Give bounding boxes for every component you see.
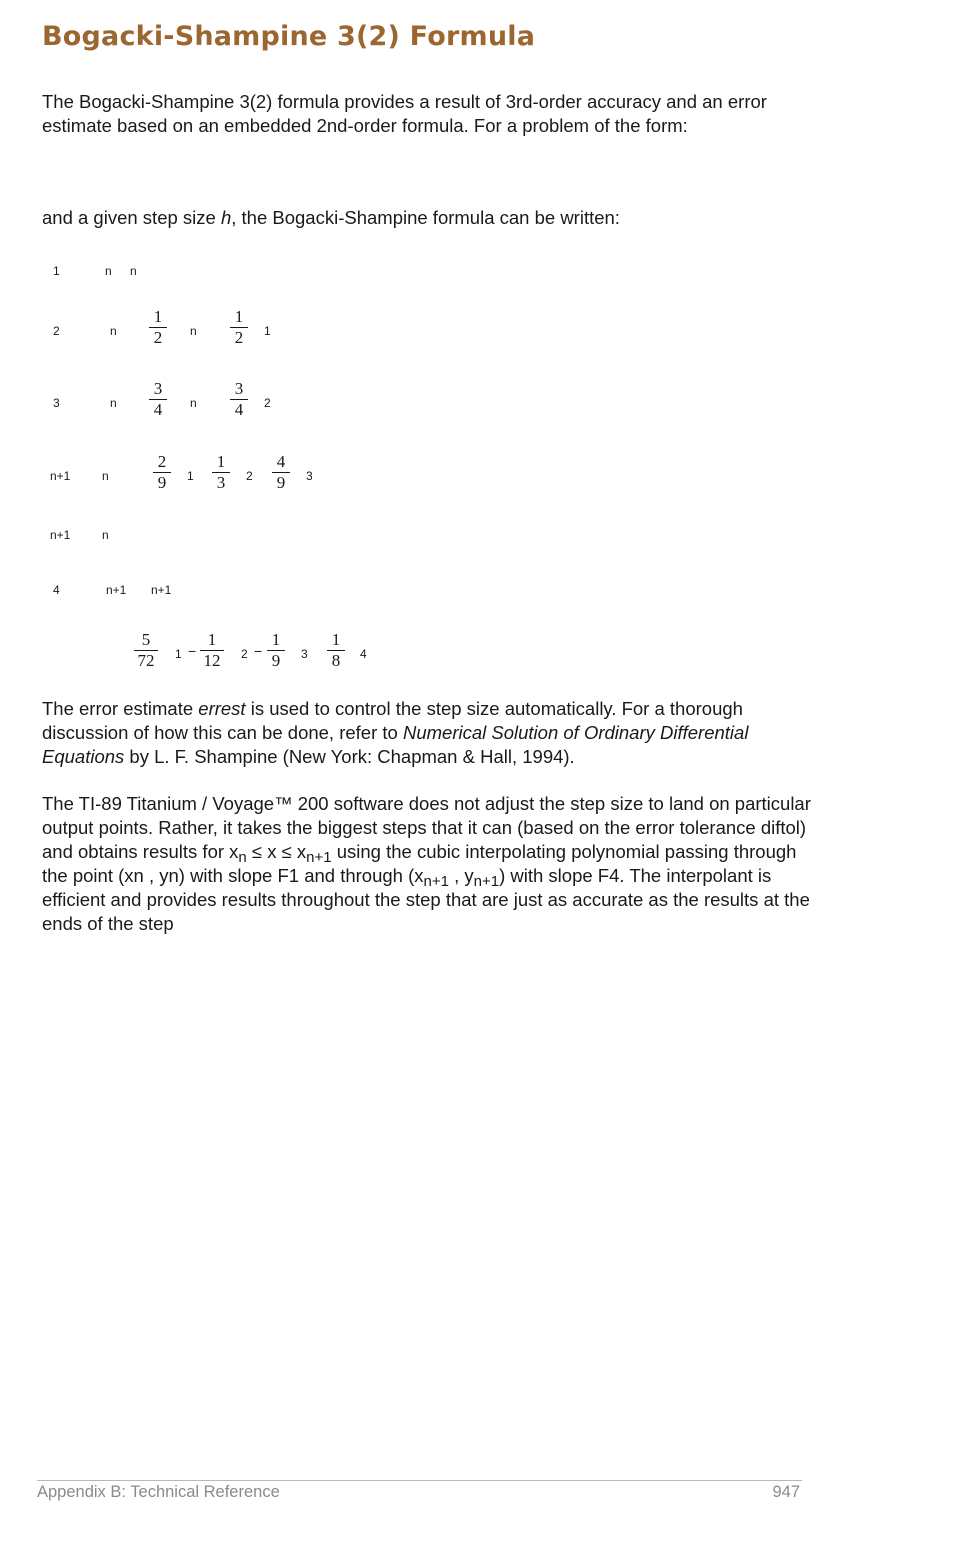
errest-text-3: by L. F. Shampine (New York: Chapman & Hall, 1994). bbox=[124, 746, 575, 767]
ti-text-2: ≤ x ≤ x bbox=[246, 841, 307, 862]
footer-divider bbox=[37, 1480, 802, 1481]
ti-text-3: using the cubic interpolating polynomial passing through the point (xn , yn) with slope F1 and through (x bbox=[42, 841, 797, 886]
book-title: Numerical Solution of Ordinary Differential Equations bbox=[42, 722, 749, 767]
given-text-before: and a given step size bbox=[42, 207, 221, 228]
ti-subscript-3: n+1 bbox=[423, 873, 449, 890]
row2-subscript-a: n bbox=[110, 324, 117, 338]
ti-text-5: ) with slope F4. The interpolant is efficient and provides results throughout the step that are just as accurate as the results at the ends of the step bbox=[42, 865, 810, 934]
ti-text-1: The TI-89 Titanium / Voyage™ 200 software does not adjust the step size to land on particular output points. Rather, it takes the biggest steps that it can (based on the error tolerance diftol) and obtains results for x bbox=[42, 793, 811, 862]
row4-subscript-c: 2 bbox=[246, 469, 253, 483]
row6-subscript-a: n+1 bbox=[106, 583, 127, 597]
row2-subscript-b: n bbox=[190, 324, 197, 338]
given-paragraph bbox=[42, 206, 812, 230]
given-text-after: , the Bogacki-Shampine formula can be written: bbox=[231, 207, 620, 228]
interpolation-paragraph bbox=[42, 792, 812, 936]
row3-subscript-c: 2 bbox=[264, 396, 271, 410]
row7-subscript-4: 4 bbox=[360, 647, 367, 661]
ti-subscript-2: n+1 bbox=[306, 849, 332, 866]
row4-fraction-3: 4 9 bbox=[269, 453, 293, 492]
row7-fraction-4: 1 8 bbox=[324, 631, 348, 670]
row2-fraction-2: 1 2 bbox=[227, 308, 251, 347]
page-number: 947 bbox=[772, 1483, 800, 1501]
row7-minus-1: − bbox=[188, 643, 197, 659]
row4-fraction-2: 1 3 bbox=[209, 453, 233, 492]
row3-subscript-a: n bbox=[110, 396, 117, 410]
row4-subscript-a: n bbox=[102, 469, 109, 483]
row7-subscript-2: 2 bbox=[241, 647, 248, 661]
footer-section-title: Appendix B: Technical Reference bbox=[37, 1483, 280, 1501]
errest-paragraph bbox=[42, 697, 812, 769]
ti-subscript-4: n+1 bbox=[473, 873, 500, 890]
page-title: Bogacki-Shampine 3(2) Formula bbox=[42, 21, 536, 52]
row4-subscript-lhs: n+1 bbox=[50, 469, 71, 483]
row7-subscript-1: 1 bbox=[175, 647, 182, 661]
errest-text-2: is used to control the step size automatically. For a thorough discussion of how this can be done, refer to bbox=[42, 698, 743, 743]
ti-text-4: , y bbox=[448, 865, 474, 886]
row5-subscript-lhs: n+1 bbox=[50, 528, 71, 542]
errest-term: errest bbox=[198, 698, 246, 719]
row4-subscript-d: 3 bbox=[306, 469, 313, 483]
row7-fraction-1: 5 72 bbox=[131, 631, 161, 670]
errest-text-1: The error estimate bbox=[42, 698, 199, 719]
ti-subscript-1: n bbox=[238, 849, 247, 866]
row1-subscript-a: n bbox=[105, 264, 112, 278]
row2-subscript-lhs: 2 bbox=[53, 324, 60, 338]
row5-subscript-a: n bbox=[102, 528, 109, 542]
row6-subscript-lhs: 4 bbox=[53, 583, 60, 597]
row2-subscript-c: 1 bbox=[264, 324, 271, 338]
row7-fraction-2: 1 12 bbox=[197, 631, 227, 670]
row3-fraction-1: 3 4 bbox=[146, 380, 170, 419]
row4-fraction-1: 2 9 bbox=[150, 453, 174, 492]
intro-paragraph: The Bogacki-Shampine 3(2) formula provides a result of 3rd-order accuracy and an error estimate based on an embedded 2nd-order formula. For a problem of the form: bbox=[42, 91, 767, 136]
row1-subscript-b: n bbox=[130, 264, 137, 278]
row2-fraction-1: 1 2 bbox=[146, 308, 170, 347]
row3-subscript-b: n bbox=[190, 396, 197, 410]
step-size-symbol: h bbox=[220, 207, 232, 228]
row7-fraction-3: 1 9 bbox=[264, 631, 288, 670]
row4-subscript-b: 1 bbox=[187, 469, 194, 483]
row3-fraction-2: 3 4 bbox=[227, 380, 251, 419]
row7-minus-2: − bbox=[254, 643, 263, 659]
row3-subscript-lhs: 3 bbox=[53, 396, 60, 410]
row1-subscript-lhs: 1 bbox=[53, 264, 60, 278]
row6-subscript-b: n+1 bbox=[151, 583, 172, 597]
row7-subscript-3: 3 bbox=[301, 647, 308, 661]
